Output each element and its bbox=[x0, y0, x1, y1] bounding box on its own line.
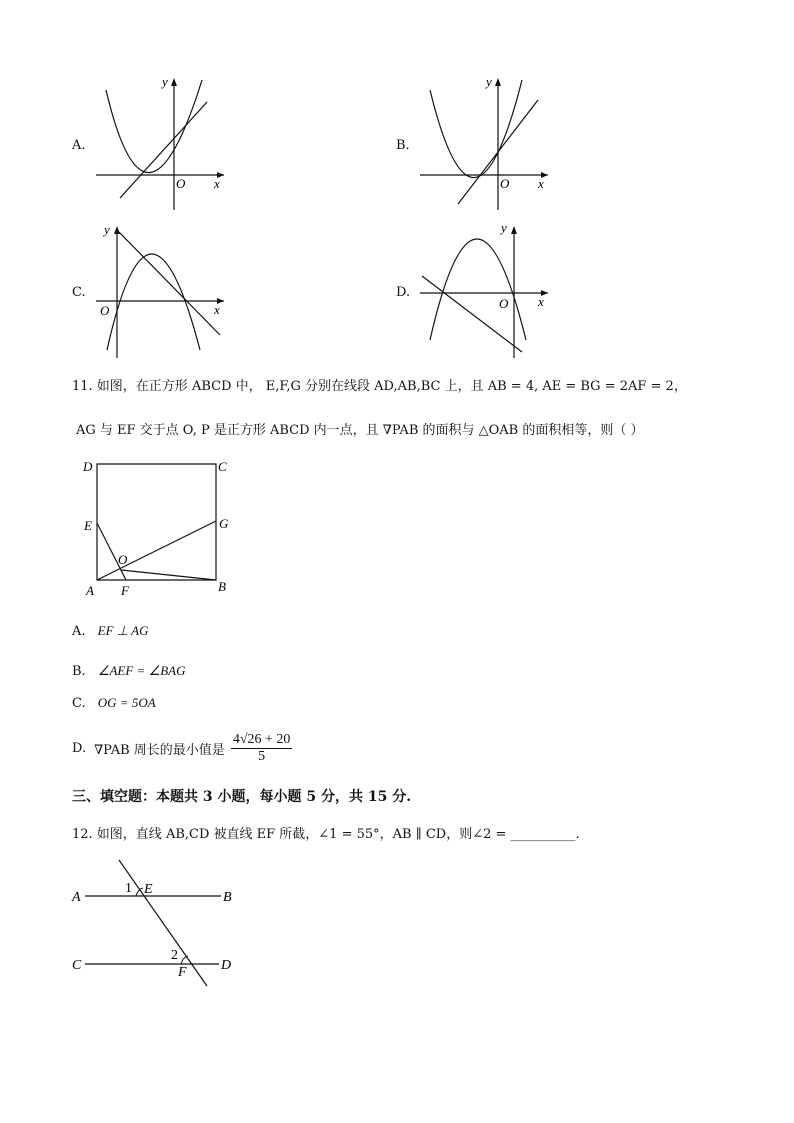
label-angle-2: 2 bbox=[171, 948, 178, 963]
label-c: C bbox=[72, 958, 82, 973]
y-label: y bbox=[501, 220, 507, 235]
parabola bbox=[107, 254, 200, 350]
segment-ag bbox=[97, 521, 216, 580]
square-abcd bbox=[97, 464, 216, 580]
segment-ob bbox=[121, 570, 216, 580]
label-e: E bbox=[84, 518, 92, 533]
y-axis-arrow-icon bbox=[171, 78, 177, 86]
origin-label: O bbox=[176, 176, 186, 191]
y-axis-arrow-icon bbox=[511, 226, 517, 234]
question-11-line1: 11. 如图，在正方形 ABCD 中， E,F,G 分别在线段 AD,AB,BC 上，且 AB = 4, AE = BG = 2AF = 2， bbox=[72, 379, 687, 394]
graph-c bbox=[90, 218, 230, 363]
section-title: 三、填空题：本题共 3 小题，每小题 5 分，共 15 分. bbox=[72, 789, 412, 805]
line bbox=[120, 102, 207, 198]
parabola bbox=[430, 80, 522, 178]
label-o: O bbox=[118, 552, 128, 567]
question-11-line2: AG 与 EF 交于点 O, P 是正方形 ABCD 内一点，且 ∇PAB 的面积与 △OAB 的面积相等，则（ ） bbox=[76, 423, 644, 438]
q11-option-d bbox=[72, 728, 292, 768]
option-a-text: EF ⊥ AG bbox=[97, 623, 149, 638]
square-figure bbox=[76, 455, 236, 600]
graph-b bbox=[414, 70, 554, 215]
option-c-label: C. bbox=[72, 285, 86, 300]
y-label: y bbox=[162, 74, 168, 89]
option-a-label: A. bbox=[72, 138, 86, 153]
option-prefix: C. bbox=[72, 696, 86, 711]
line bbox=[117, 230, 220, 335]
x-label: x bbox=[538, 176, 544, 191]
parabola bbox=[106, 80, 202, 173]
parabola bbox=[430, 239, 526, 340]
x-label: x bbox=[538, 294, 544, 309]
line-ef bbox=[119, 860, 207, 986]
option-d-label: D. bbox=[396, 285, 411, 300]
label-d: D bbox=[83, 459, 93, 474]
option-prefix: B. bbox=[72, 664, 86, 679]
label-e: E bbox=[144, 882, 153, 897]
option-prefix: A. bbox=[72, 624, 86, 639]
x-label: x bbox=[214, 302, 220, 317]
label-f: F bbox=[178, 965, 187, 980]
origin-label: O bbox=[100, 303, 110, 318]
question-12-text: 12. 如图，直线 AB,CD 被直线 EF 所截，∠1 = 55°，AB ∥ CD，则∠2 = __________. bbox=[72, 827, 580, 842]
option-prefix: D. bbox=[72, 740, 87, 756]
x-label: x bbox=[214, 176, 220, 191]
label-a: A bbox=[72, 890, 81, 905]
label-f: F bbox=[121, 583, 129, 598]
label-d: D bbox=[221, 958, 232, 973]
graph-d bbox=[414, 218, 554, 363]
fraction-denominator: 5 bbox=[258, 748, 266, 764]
line bbox=[422, 276, 522, 352]
label-c: C bbox=[218, 459, 227, 474]
fraction bbox=[231, 732, 293, 765]
option-d-text: ∇PAB 周长的最小值是 bbox=[94, 742, 225, 758]
q11-option-c bbox=[72, 695, 156, 711]
y-label: y bbox=[104, 222, 110, 237]
q11-option-b bbox=[72, 663, 186, 679]
origin-label: O bbox=[500, 176, 510, 191]
origin-label: O bbox=[499, 296, 509, 311]
graph-a bbox=[90, 70, 230, 215]
label-b: B bbox=[223, 890, 232, 905]
q11-option-a bbox=[72, 623, 148, 639]
label-g: G bbox=[219, 516, 229, 531]
option-b-label: B. bbox=[396, 138, 410, 153]
label-a: A bbox=[86, 583, 94, 598]
parallel-lines-figure bbox=[68, 855, 248, 995]
label-angle-1: 1 bbox=[125, 881, 132, 896]
y-label: y bbox=[486, 74, 492, 89]
y-axis-arrow-icon bbox=[495, 78, 501, 86]
label-b: B bbox=[218, 579, 226, 594]
option-c-text: OG = 5OA bbox=[97, 695, 156, 710]
option-b-text: ∠AEF = ∠BAG bbox=[97, 663, 186, 678]
fraction-numerator: 4√26 + 20 bbox=[232, 731, 291, 747]
